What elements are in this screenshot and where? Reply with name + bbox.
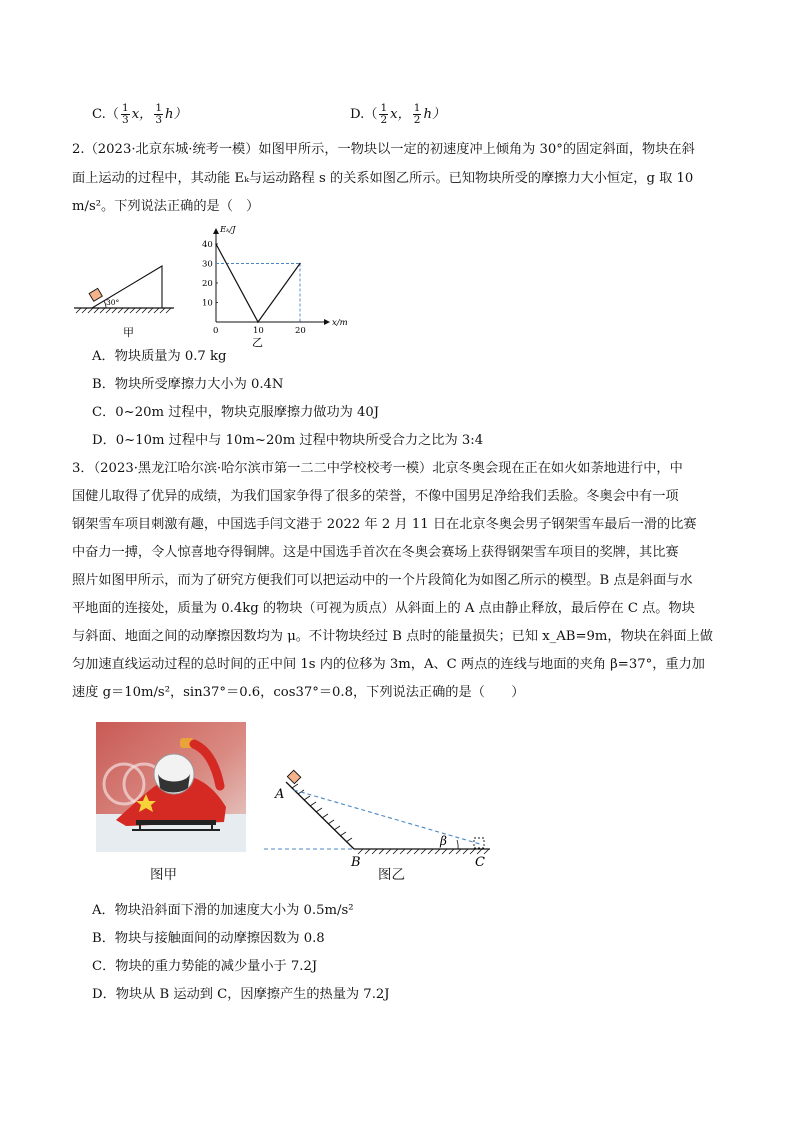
- x-tick-label: 0: [213, 326, 219, 336]
- q2-option-a: A．物块质量为 0.7 kg: [92, 349, 227, 364]
- q2-stem-line: 2.（2023·北京东城·统考一模）如图甲所示，一物块以一定的初速度冲上倾角为 30°的固定斜面，物块在斜: [72, 142, 695, 157]
- y-axis-arrow: [213, 228, 219, 234]
- x-tick-label: 10: [253, 326, 264, 336]
- sled: [136, 820, 216, 825]
- q3-stem-line: 平地面的连接处，质量为 0.4kg 的物块（可视为质点）从斜面上的 A 点由静止释放，最后停在 C 点。物块: [72, 601, 695, 616]
- q3-option-a: A．物块沿斜面下滑的加速度大小为 0.5m/s²: [92, 903, 354, 918]
- ek-data-point: [215, 243, 217, 245]
- block-icon: [89, 288, 102, 301]
- q3-skeleton-photo: [96, 722, 246, 852]
- ground-hatching: [76, 308, 171, 313]
- q3-stem-line: 速度 g＝10m/s²，sin37°＝0.6，cos37°＝0.8，下列说法正确的是（ ）: [72, 685, 525, 700]
- figure-caption: 甲: [123, 326, 134, 339]
- ek-series-line: [216, 244, 300, 322]
- ek-data-point: [257, 321, 259, 323]
- q2-stem-line: m/s²。下列说法正确的是（ ）: [72, 199, 260, 214]
- incline-triangle: [92, 266, 162, 308]
- q3-stem-line: 国健儿取得了优异的成绩，为我们国家争得了很多的荣誉，不像中国男足净给我们丢脸。冬奥会中有一项: [72, 489, 679, 504]
- q2-ek-chart: [192, 222, 372, 350]
- x-axis-arrow: [324, 319, 330, 325]
- x-axis-label: x/m: [332, 318, 348, 328]
- fraction: $\frac{1}{2}$: [413, 102, 421, 126]
- y-axis-label: Eₖ/J: [220, 225, 236, 235]
- point-b-label: B: [351, 855, 361, 870]
- fraction: $\frac{1}{3}$: [122, 102, 129, 126]
- q3-stem-line: 照片如图甲所示，而为了研究方便我们可以把运动中的一个片段简化为如图乙所示的模型。B 点是斜面与水: [72, 573, 693, 588]
- q2-incline-figure: [70, 258, 180, 343]
- y-tick-label: 30: [202, 259, 213, 270]
- q2-option-d: D．0~10m 过程中与 10m~20m 过程中物块所受合力之比为 3:4: [92, 433, 484, 448]
- q3-stem-line: 中奋力一搏，令人惊喜地夺得铜牌。这是中国选手首次在冬奥会赛场上获得钢架雪车项目的奖牌，其比赛: [72, 545, 679, 560]
- q3-stem-line: 匀加速直线运动过程的总时间的正中间 1s 内的位移为 3m，A、C 两点的连线与地面的夹角 β=37°，重力加: [72, 657, 705, 672]
- y-tick-label: 10: [202, 298, 213, 309]
- q3-option-b: B．物块与接触面间的动摩擦因数为 0.8: [92, 931, 325, 946]
- incline-hatching: [292, 784, 352, 842]
- q1-option-c: C.（ $\frac{1}{3}$ x， $\frac{1}{3}$ h）: [92, 102, 187, 126]
- ek-data-point: [299, 263, 301, 265]
- q2-option-c: C．0~20m 过程中，物块克服摩擦力做功为 40J: [92, 405, 380, 420]
- angle-label: 30°: [106, 298, 120, 307]
- fraction: $\frac{1}{2}$: [380, 102, 388, 126]
- chart-caption: 乙: [252, 336, 263, 349]
- y-tick-label: 40: [202, 240, 213, 250]
- block-icon: [287, 770, 300, 783]
- q3-stem-line: 与斜面、地面之间的动摩擦因数均为 μ。不计物块经过 B 点时的能量损失；已知 x_AB=9m，物块在斜面上做: [72, 629, 713, 644]
- x-tick-label: 20: [295, 326, 306, 336]
- q3-option-d: D．物块从 B 运动到 C，因摩擦产生的热量为 7.2J: [92, 987, 390, 1002]
- point-a-label: A: [275, 787, 285, 802]
- q2-stem-line: 面上运动的过程中，其动能 Eₖ与运动路程 s 的关系如图乙所示。已知物块所受的摩擦力大小恒定，g 取 10: [72, 171, 694, 186]
- incline-surface: [286, 782, 354, 849]
- q3-stem-line: 3．（2023·黑龙江哈尔滨·哈尔滨市第一二二中学校校考一模）北京冬奥会现在正在如火如荼地进行中，中: [72, 461, 683, 476]
- beta-label: β: [440, 834, 447, 848]
- q2-option-b: B．物块所受摩擦力大小为 0.4N: [92, 377, 284, 392]
- point-c-label: C: [475, 855, 485, 870]
- beta-arc: [457, 840, 458, 849]
- q3-option-c: C．物块的重力势能的减少量小于 7.2J: [92, 959, 318, 974]
- q1-option-d: D.（ $\frac{1}{2}$ x， $\frac{1}{2}$ h）: [350, 102, 446, 126]
- q3-photo-caption: 图甲: [150, 867, 177, 883]
- q3-model-caption: 图乙: [378, 867, 405, 883]
- ground-hatching: [358, 849, 489, 854]
- q3-incline-model: [262, 762, 502, 874]
- y-tick-label: 20: [202, 279, 213, 289]
- fraction: $\frac{1}{3}$: [155, 102, 162, 126]
- q3-stem-line: 钢架雪车项目刺激有趣，中国选手闫文港于 2022 年 2 月 11 日在北京冬奥会男子钢架雪车最后一滑的比赛: [72, 517, 697, 532]
